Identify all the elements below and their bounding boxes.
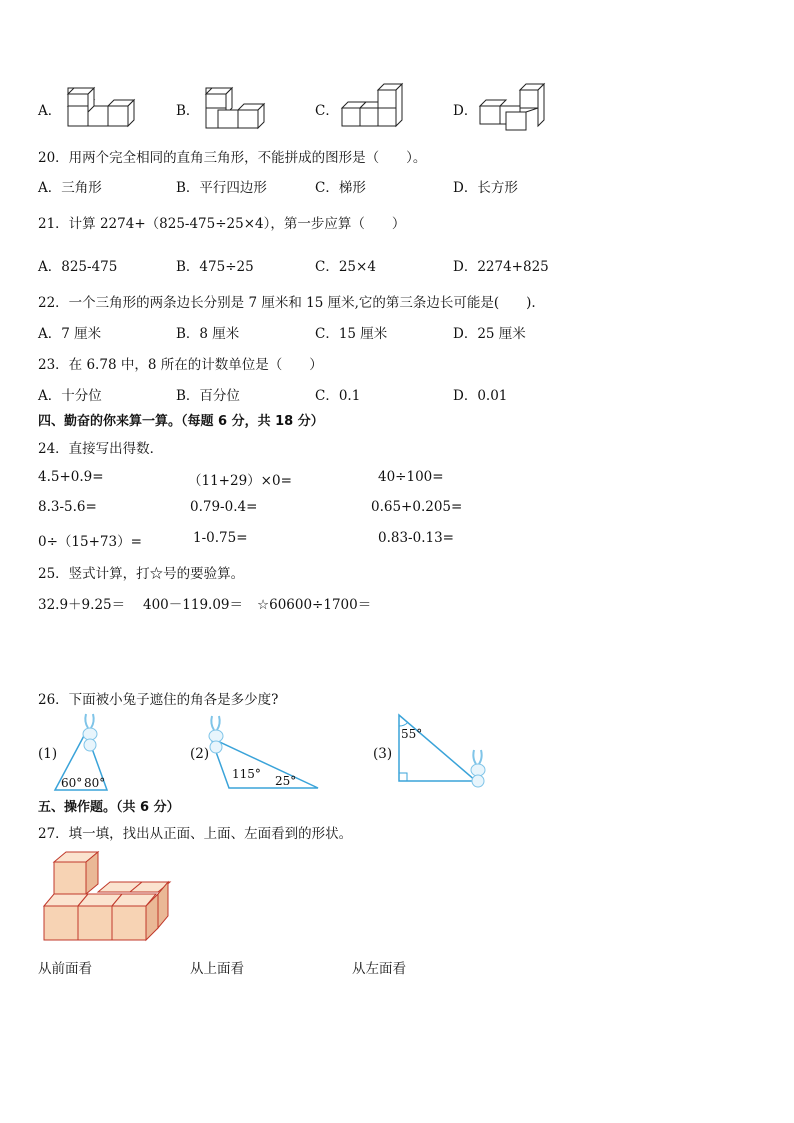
angle-label: 80° — [84, 776, 106, 790]
cube-arrangement-figure — [42, 850, 172, 944]
rabbit-icon — [204, 714, 228, 754]
calc-item: 0.65+0.205= — [371, 499, 463, 515]
calc-item: 8.3-5.6= — [38, 499, 97, 515]
question-25-stem: 25．竖式计算，打☆号的要验算。 — [38, 566, 245, 582]
question-22-stem: 22．一个三角形的两条边长分别是 7 厘米和 15 厘米,它的第三条边长可能是( ). — [38, 295, 536, 311]
question-20-stem: 20．用两个完全相同的直角三角形，不能拼成的图形是（ ）。 — [38, 150, 427, 166]
option-c-q20[interactable]: C．梯形 — [315, 180, 366, 196]
angle-label: 25° — [275, 774, 297, 788]
option-c-q23[interactable]: C．0.1 — [315, 388, 361, 404]
figure-label-1: (1) — [38, 746, 58, 762]
option-a-q22[interactable]: A．7 厘米 — [38, 326, 102, 342]
option-d-q23[interactable]: D．0.01 — [453, 388, 508, 404]
calc-item: 1-0.75= — [193, 530, 248, 546]
option-c-q21[interactable]: C．25×4 — [315, 259, 376, 275]
option-b-q21[interactable]: B．475÷25 — [176, 259, 254, 275]
option-a-q20[interactable]: A．三角形 — [38, 180, 102, 196]
option-c-q19[interactable]: C． — [315, 103, 339, 119]
calc-item: 4.5+0.9= — [38, 469, 104, 485]
question-21-stem: 21．计算 2274+（825-475÷25×4），第一步应算（ ） — [38, 216, 406, 232]
figure-label-2: (2) — [190, 746, 210, 762]
question-24-stem: 24．直接写出得数． — [38, 441, 164, 457]
option-c-q22[interactable]: C．15 厘米 — [315, 326, 388, 342]
figure-label-3: (3) — [373, 746, 393, 762]
option-b-q19[interactable]: B． — [176, 103, 200, 119]
option-d-q22[interactable]: D．25 厘米 — [453, 326, 526, 342]
angle-label: 55° — [401, 727, 423, 741]
calc-item: （11+29）×0= — [188, 473, 292, 489]
cube-stack-icon — [342, 86, 412, 132]
option-b-q22[interactable]: B．8 厘米 — [176, 326, 240, 342]
vertical-calc-item: ☆60600÷1700＝ — [257, 597, 372, 613]
calc-item: 0÷（15+73）= — [38, 534, 142, 550]
view-top-label: 从上面看 — [190, 961, 244, 977]
calc-item: 0.79-0.4= — [190, 499, 258, 515]
question-26-stem: 26．下面被小兔子遮住的角各是多少度? — [38, 692, 279, 708]
rabbit-icon — [466, 748, 490, 788]
section-4-title: 四、勤奋的你来算一算。（每题 6 分，共 18 分） — [38, 414, 324, 429]
vertical-calc-item: 400－119.09＝ — [143, 597, 244, 613]
view-left-label: 从左面看 — [352, 961, 406, 977]
cube-stack-icon — [66, 86, 136, 132]
option-a-q23[interactable]: A．十分位 — [38, 388, 102, 404]
view-front-label: 从前面看 — [38, 961, 92, 977]
calc-item: 0.83-0.13= — [378, 530, 454, 546]
question-27-stem: 27．填一填，找出从正面、上面、左面看到的形状。 — [38, 826, 353, 842]
option-d-q19[interactable]: D． — [453, 103, 478, 119]
calc-item: 40÷100= — [378, 469, 444, 485]
option-b-q20[interactable]: B．平行四边形 — [176, 180, 267, 196]
option-a-q21[interactable]: A．825-475 — [38, 259, 118, 275]
cube-stack-icon — [204, 86, 274, 132]
vertical-calc-item: 32.9＋9.25＝ — [38, 597, 126, 613]
option-a-q19[interactable]: A． — [38, 103, 62, 119]
option-d-q21[interactable]: D．2274+825 — [453, 259, 549, 275]
option-d-q20[interactable]: D．长方形 — [453, 180, 518, 196]
option-b-q23[interactable]: B．百分位 — [176, 388, 240, 404]
angle-label: 115° — [232, 767, 261, 781]
cube-stack-icon — [480, 86, 550, 132]
question-23-stem: 23．在 6.78 中，8 所在的计数单位是（ ） — [38, 357, 323, 373]
rabbit-icon — [78, 712, 102, 752]
angle-label: 60° — [61, 776, 83, 790]
section-5-title: 五、操作题。（共 6 分） — [38, 800, 180, 815]
